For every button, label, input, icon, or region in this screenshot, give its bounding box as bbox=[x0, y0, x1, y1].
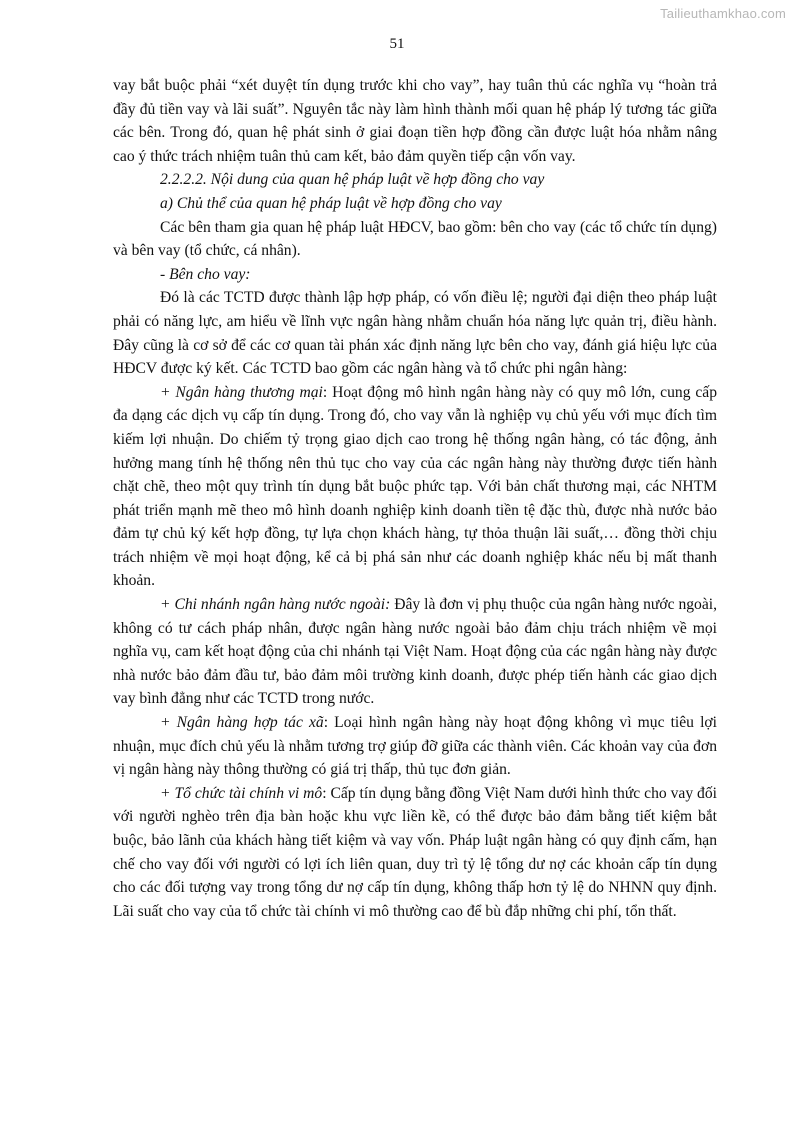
term-label: + Ngân hàng thương mại bbox=[160, 383, 323, 401]
paragraph-cooperative-bank bbox=[113, 711, 717, 782]
paragraph-microfinance bbox=[113, 782, 717, 924]
paragraph-foreign-branch bbox=[113, 593, 717, 711]
paragraph-continuation bbox=[113, 74, 717, 168]
subsection-heading-text: a) Chủ thể của quan hệ pháp luật về hợp đồng cho vay bbox=[160, 194, 502, 212]
term-label: + Ngân hàng hợp tác xã bbox=[160, 714, 324, 732]
paragraph-text: vay bắt buộc phải “xét duyệt tín dụng trước khi cho vay”, hay tuân thủ các nghĩa vụ “hoàn trả đầy đủ tiền vay và lãi suất”. Nguyên tắc này làm hình thành mối quan hệ pháp lý tương tác giữa các bên. Trong đó, quan hệ phát sinh ở giai đoạn tiền hợp đồng cần được luật hóa nhằm nâng cao ý thức trách nhiệm tuân thủ cam kết, bảo đảm quyền tiếp cận vốn vay. bbox=[113, 77, 717, 165]
term-label: + Tổ chức tài chính vi mô bbox=[160, 784, 323, 802]
paragraph-text: Đây là đơn vị phụ thuộc của ngân hàng nước ngoài, không có tư cách pháp nhân, được ngân hàng nước ngoài bảo đảm chịu trách nhiệm về mọi nghĩa vụ, cam kết hoạt động của chi nhánh tại Việt Nam. Hoạt động của các ngân hàng này được nhà nước bảo đảm đầu tư, bảo đảm môi trường kinh doanh, được phép tiến hành các giao dịch vay bình đẳng như các TCTD trong nước. bbox=[113, 596, 718, 708]
watermark-text: Tailieuthamkhao.com bbox=[660, 6, 786, 21]
lender-heading-text: - Bên cho vay: bbox=[160, 265, 251, 283]
paragraph-text: : Cấp tín dụng bằng đồng Việt Nam dưới hình thức cho vay đối với người nghèo trên địa bàn hoặc khu vực liền kề, có thể được bảo đảm bằng tiết kiệm bắt buộc, bảo lãnh của khách hàng tiết kiệm và vay vốn. Pháp luật ngân hàng có quy định cấm, hạn chế cho vay đối với người có lợi ích liên quan, duy trì tỷ lệ tổng dư nợ các khoản cấp tín dụng cho các đối tượng vay trong tổng dư nợ cấp tín dụng, không thấp hơn tỷ lệ do NHNN quy định. Lãi suất cho vay của tổ chức tài chính vi mô thường cao để bù đắp những chi phí, tổn thất. bbox=[113, 784, 717, 920]
paragraph-lender-description bbox=[113, 286, 717, 380]
term-label: + Chi nhánh ngân hàng nước ngoài: bbox=[160, 596, 391, 614]
paragraph-text: : Loại hình ngân hàng này hoạt động không vì mục tiêu lợi nhuận, mục đích chủ yếu là nhằm tương trợ giúp đỡ giữa các thành viên. Các khoản vay của đơn vị ngân hàng này thông thường có giá trị thấp, thủ tục đơn giản. bbox=[113, 714, 717, 779]
subsection-heading bbox=[113, 192, 717, 216]
paragraph-text: Đó là các TCTD được thành lập hợp pháp, có vốn điều lệ; người đại diện theo pháp luật phải có năng lực, am hiểu về lĩnh vực ngân hàng nhằm chuẩn hóa năng lực quản trị, điều hành. Đây cũng là cơ sở để các cơ quan tài phán xác định năng lực bên cho vay, đánh giá hiệu lực của HĐCV được ký kết. Các TCTD bao gồm các ngân hàng và tổ chức phi ngân hàng: bbox=[113, 289, 717, 378]
section-heading bbox=[113, 168, 717, 192]
page-number: 51 bbox=[389, 36, 405, 52]
paragraph-commercial-bank bbox=[113, 381, 717, 593]
document-body bbox=[113, 74, 717, 923]
paragraph-text: Các bên tham gia quan hệ pháp luật HĐCV, bao gồm: bên cho vay (các tổ chức tín dụng) và bên vay (tổ chức, cá nhân). bbox=[113, 218, 717, 260]
section-heading-text: 2.2.2.2. Nội dung của quan hệ pháp luật về hợp đồng cho vay bbox=[160, 171, 545, 189]
lender-heading bbox=[113, 263, 717, 287]
paragraph-text: : Hoạt động mô hình ngân hàng này có quy mô lớn, cung cấp đa dạng các dịch vụ cấp tín dụng. Trong đó, cho vay vẫn là nghiệp vụ chủ yếu với mục đích tìm kiếm lợi nhuận. Do chiếm tỷ trọng giao dịch cao trong hệ thống ngân hàng, có tác động, ảnh hưởng mang tính hệ thống nên thủ tục cho vay của các ngân hàng này thường được tiến hành chặt chẽ, theo một quy trình tín dụng bắt buộc phức tạp. Với bản chất thương mại, các NHTM phát triển mạnh mẽ theo mô hình doanh nghiệp kinh doanh tiền tệ đặc thù, được nhà nước bảo đảm tự chủ ký kết hợp đồng, tự lựa chọn khách hàng, tự thỏa thuận lãi suất,… đồng thời chịu trách nhiệm về mọi hoạt động, kể cả bị phá sản như các doanh nghiệp khác nếu bị mất thanh khoản. bbox=[113, 383, 717, 590]
paragraph-parties bbox=[113, 216, 717, 263]
